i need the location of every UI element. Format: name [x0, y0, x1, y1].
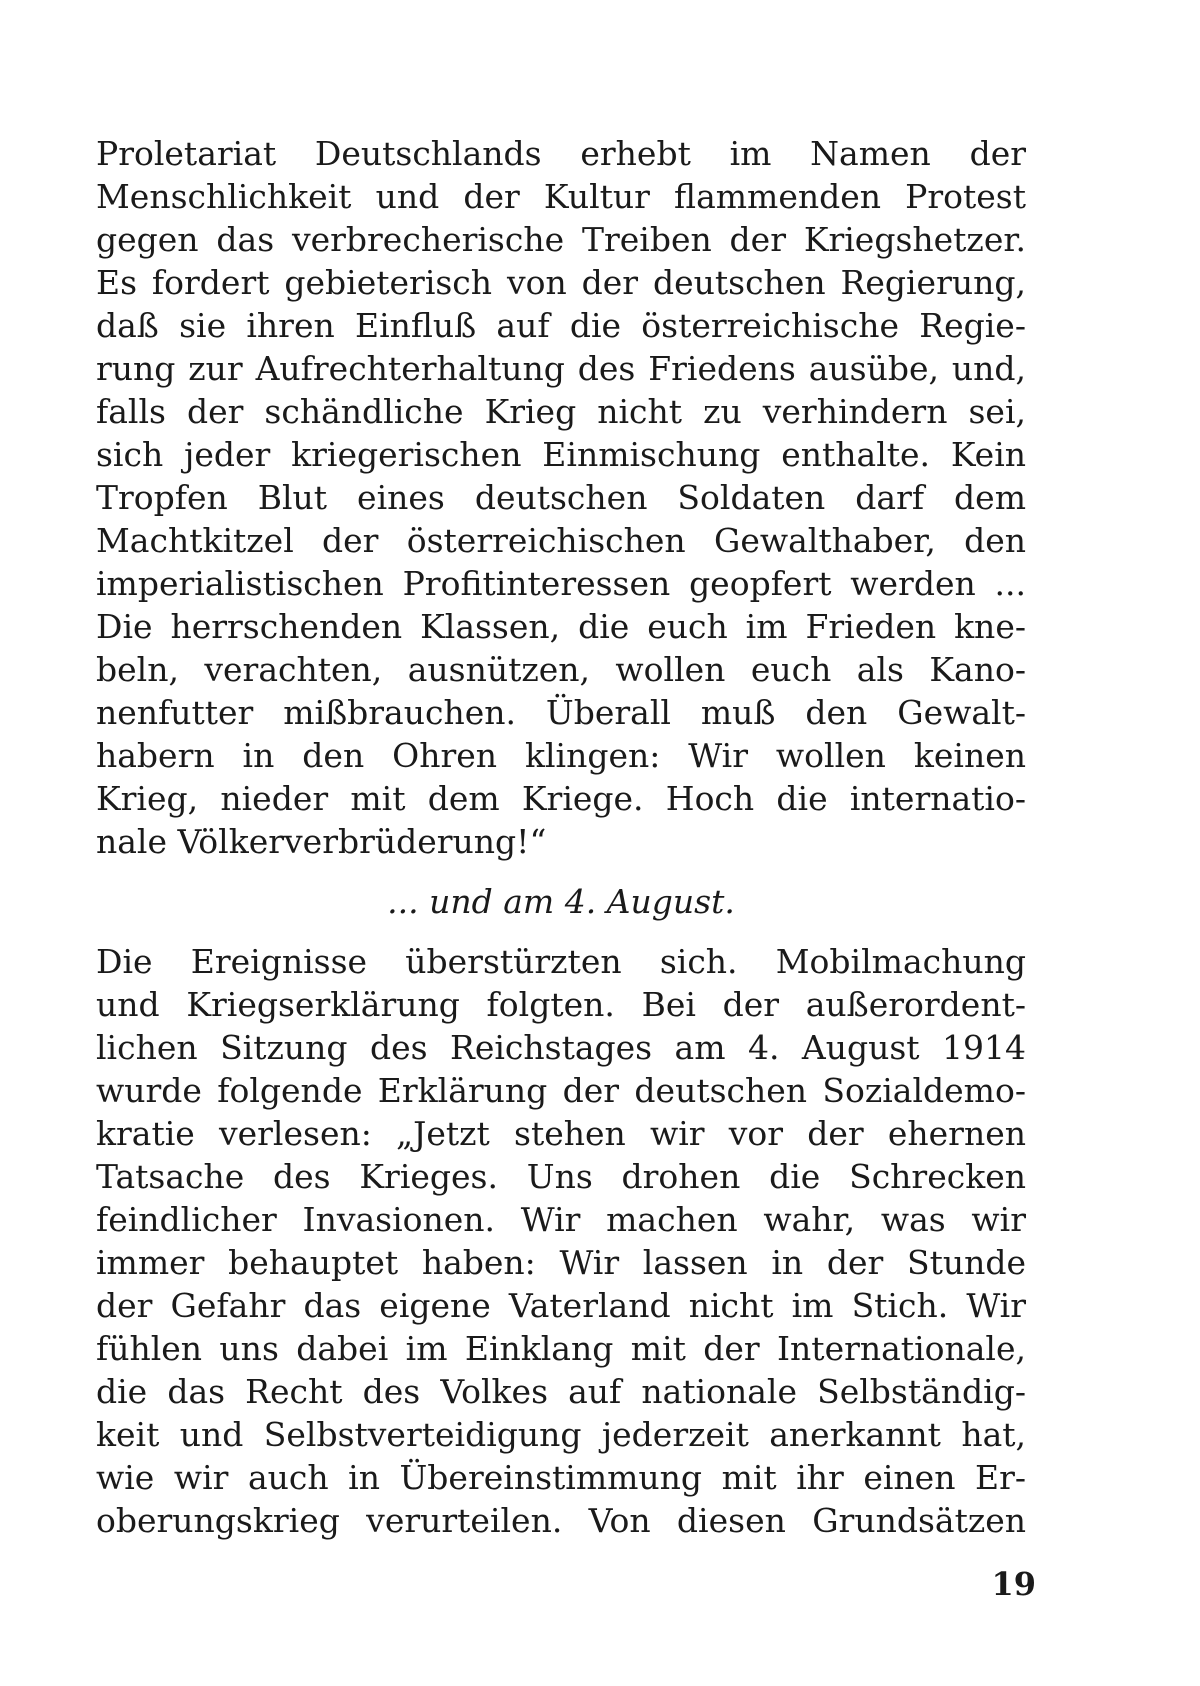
text-line: Es fordert gebieterisch von der deutschen Regierung,	[96, 263, 1026, 302]
text-line: falls der schändliche Krieg nicht zu verhindern sei,	[96, 392, 1026, 431]
text-line: Menschlichkeit und der Kultur flammenden Protest	[96, 177, 1026, 216]
text-line: Krieg, nieder mit dem Kriege. Hoch die internatio-	[96, 779, 1026, 818]
text-line: gegen das verbrecherische Treiben der Kriegshetzer.	[96, 220, 1026, 259]
text-line: nale Völkerverbrüderung!“	[96, 822, 547, 861]
text-line: die das Recht des Volkes auf nationale Selbständig-	[96, 1372, 1026, 1411]
paragraph-two	[96, 940, 1026, 1542]
text-line: wurde folgende Erklärung der deutschen Sozialdemo-	[96, 1071, 1026, 1110]
text-line: keit und Selbstverteidigung jederzeit anerkannt hat,	[96, 1415, 1026, 1454]
text-line: Proletariat Deutschlands erhebt im Namen der	[96, 134, 1026, 173]
text-line: feindlicher Invasionen. Wir machen wahr, was wir	[96, 1200, 1026, 1239]
text-line: Die herrschenden Klassen, die euch im Frieden kne-	[96, 607, 1026, 646]
text-line: Tatsache des Krieges. Uns drohen die Schrecken	[96, 1157, 1026, 1196]
text-line: der Gefahr das eigene Vaterland nicht im Stich. Wir	[96, 1286, 1026, 1325]
text-line: Machtkitzel der österreichischen Gewalthaber, den	[96, 521, 1026, 560]
text-line: fühlen uns dabei im Einklang mit der Internationale,	[96, 1329, 1026, 1368]
text-line: Die Ereignisse überstürzten sich. Mobilmachung	[96, 942, 1026, 981]
text-line: imperialistischen Profitinteressen geopfert werden ...	[96, 564, 1026, 603]
text-line: beln, verachten, ausnützen, wollen euch als Kano-	[96, 650, 1026, 689]
section-heading: ... und am 4. August.	[387, 882, 735, 921]
text-line: daß sie ihren Einfluß auf die österreichische Regie-	[96, 306, 1026, 345]
text-line: habern in den Ohren klingen: Wir wollen keinen	[96, 736, 1026, 775]
text-line: oberungskrieg verurteilen. Von diesen Grundsätzen	[96, 1501, 1026, 1540]
text-line: sich jeder kriegerischen Einmischung enthalte. Kein	[96, 435, 1026, 474]
text-line: nenfutter mißbrauchen. Überall muß den Gewalt-	[96, 693, 1026, 732]
text-line: rung zur Aufrechterhaltung des Friedens ausübe, und,	[96, 349, 1026, 388]
page-number: 19	[991, 1565, 1036, 1603]
text-line: und Kriegserklärung folgten. Bei der außerordent-	[96, 985, 1026, 1024]
text-line: wie wir auch in Übereinstimmung mit ihr einen Er-	[96, 1458, 1026, 1497]
text-line: Tropfen Blut eines deutschen Soldaten darf dem	[96, 478, 1026, 517]
text-line: kratie verlesen: „Jetzt stehen wir vor der ehernen	[96, 1114, 1026, 1153]
paragraph-one	[96, 132, 1026, 863]
text-line: lichen Sitzung des Reichstages am 4. August 1914	[96, 1028, 1026, 1067]
text-line: immer behauptet haben: Wir lassen in der Stunde	[96, 1243, 1026, 1282]
